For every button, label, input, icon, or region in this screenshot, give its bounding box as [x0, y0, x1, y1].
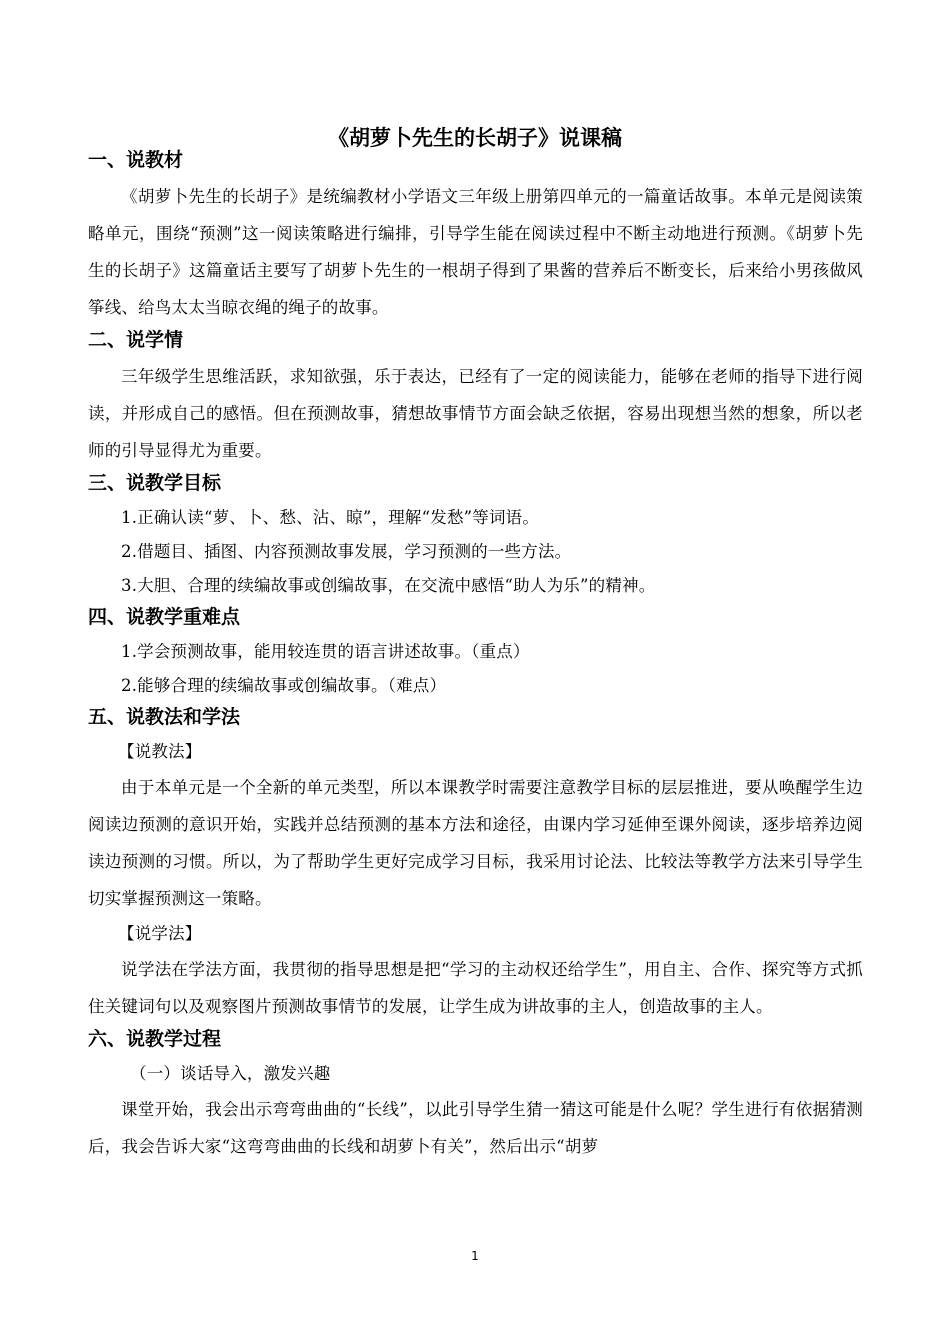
section-objectives — [88, 469, 863, 603]
page-number: 1 — [471, 1249, 479, 1263]
body-paragraph: 课堂开始，我会出示弯弯曲曲的“长线”，以此引导学生猜一猜这可能是什么呢？学生进行有依据猜测后，我会告诉大家“这弯弯曲曲的长线和胡萝卜有关”，然后出示“胡萝 — [88, 1100, 863, 1156]
document-title: 《胡萝卜先生的长胡子》说课稿 — [328, 126, 622, 150]
body-paragraph: 三年级学生思维活跃，求知欲强，乐于表达，已经有了一定的阅读能力，能够在老师的指导下进行阅读，并形成自己的感悟。但在预测故事，猜想故事情节方面会缺乏依据，容易出现想当然的想象，所以老师的引导显得尤为重要。 — [88, 367, 863, 460]
section-students — [88, 326, 863, 469]
key-point-item: 1.学会预测故事，能用较连贯的语言讲述故事。（重点） — [121, 642, 530, 661]
objective-item: 1.正确认读“萝、卜、愁、沾、晾”，理解“发愁”等词语。 — [121, 508, 540, 527]
section-methods — [88, 703, 863, 1025]
section-textbook — [88, 146, 863, 326]
section-key-points — [88, 603, 863, 703]
section-heading: 二、说学情 — [88, 329, 184, 351]
section-heading: 五、说教法和学法 — [88, 706, 241, 728]
document-body — [88, 146, 863, 1165]
key-point-item: 2.能够合理的续编故事或创编故事。（难点） — [121, 676, 447, 695]
section-process — [88, 1025, 863, 1165]
section-heading: 四、说教学重难点 — [88, 606, 241, 628]
body-paragraph: 《胡萝卜先生的长胡子》是统编教材小学语文三年级上册第四单元的一篇童话故事。本单元是阅读策略单元，围绕“预测”这一阅读策略进行编排，引导学生能在阅读过程中不断主动地进行预测。《胡萝卜先生的长胡子》这篇童话主要写了胡萝卜先生的一根胡子得到了果酱的营养后不断变长，后来给小男孩做风筝线、给鸟太太当晾衣绳的绳子的故事。 — [88, 187, 863, 317]
objective-item: 2.借题目、插图、内容预测故事发展，学习预测的一些方法。 — [121, 542, 572, 561]
objective-item: 3.大胆、合理的续编故事或创编故事，在交流中感悟“助人为乐”的精神。 — [121, 576, 656, 595]
teaching-method-label: 【说教法】 — [118, 742, 202, 761]
section-heading: 一、说教材 — [88, 149, 184, 171]
section-heading: 六、说教学过程 — [88, 1028, 222, 1050]
body-paragraph: 由于本单元是一个全新的单元类型，所以本课教学时需要注意教学目标的层层推进，要从唤醒学生边阅读边预测的意识开始，实践并总结预测的基本方法和途径，由课内学习延伸至课外阅读，逐步培养边阅读边预测的习惯。所以，为了帮助学生更好完成学习目标，我采用讨论法、比较法等教学方法来引导学生切实掌握预测这一策略。 — [88, 778, 863, 908]
learning-method-label: 【说学法】 — [118, 924, 202, 943]
body-paragraph: 说学法在学法方面，我贯彻的指导思想是把“学习的主动权还给学生”，用自主、合作、探究等方式抓住关键词句以及观察图片预测故事情节的发展，让学生成为讲故事的主人，创造故事的主人。 — [88, 960, 863, 1016]
process-subheading: （一）谈话导入，激发兴趣 — [130, 1064, 331, 1083]
section-heading: 三、说教学目标 — [88, 472, 222, 494]
